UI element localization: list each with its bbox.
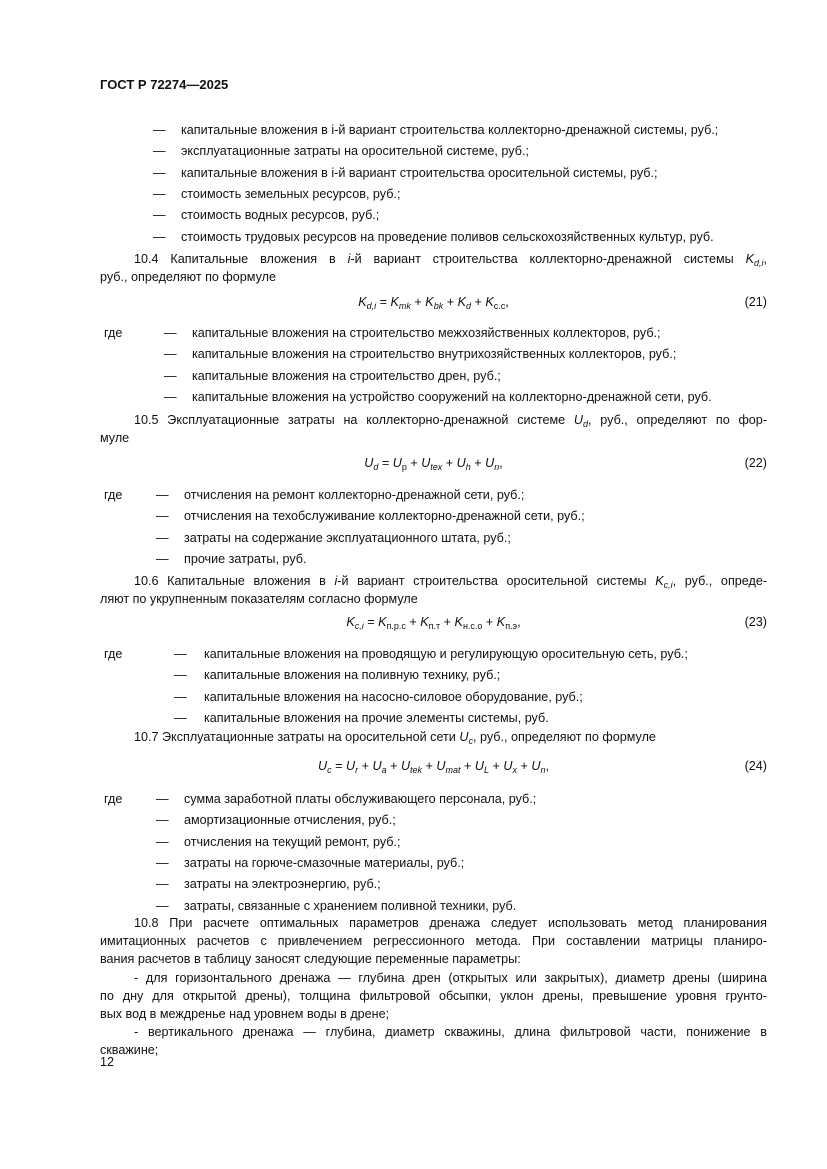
- paragraph-10-4-line-1: 10.4 Капитальные вложения в i-й вариант строительства коллекторно-дренажной системы $K_{d,i}$,: [134, 252, 768, 268]
- definition-text: стоимость трудовых ресурсов на проведение поливов сельскохозяйственных культур, руб.: [181, 229, 714, 244]
- dash: —: [156, 855, 169, 870]
- dash: —: [174, 710, 187, 725]
- where-word: где: [104, 792, 123, 806]
- dash: —: [153, 144, 166, 159]
- dash: —: [153, 165, 166, 180]
- paragraph-10-6-line-1: 10.6 Капитальные вложения в i-й вариант строительства оросительной системы $K_{c,i}$, руб., опреде-: [134, 574, 768, 590]
- dash: —: [156, 488, 169, 502]
- equation-23: $K_{c,i} = K_{п.р.с} + K_{п.т} + K_{н.с.о} + K_{п.э}$,: [346, 615, 521, 631]
- where-word: где: [104, 647, 123, 661]
- paragraph-10-4-line-2: руб., определяют по формуле: [100, 270, 276, 284]
- paragraph-10-5-line-2: муле: [100, 431, 130, 445]
- where-word: где: [104, 488, 123, 502]
- definition-text: капитальные вложения на насосно-силовое оборудование, руб.;: [204, 689, 583, 704]
- dash: —: [153, 123, 166, 137]
- equation-22-number: (22): [744, 456, 767, 470]
- paragraph-10-7-line-1: 10.7 Эксплуатационные затраты на оросительной сети $U_c$, руб., определяют по формуле: [134, 730, 656, 746]
- definition-text: капитальные вложения на поливную технику, руб.;: [204, 668, 501, 683]
- dash: —: [153, 186, 166, 201]
- definition-text: отчисления на техобслуживание коллекторно-дренажной сети, руб.;: [184, 509, 585, 524]
- definition-text: стоимость водных ресурсов, руб.;: [181, 208, 380, 223]
- dash: —: [156, 509, 169, 524]
- dash: —: [174, 668, 187, 683]
- definition-text: прочие затраты, руб.: [184, 551, 307, 566]
- paragraph-10-8-line: 10.8 При расчете оптимальных параметров дренажа следует использовать метод планирования: [134, 916, 767, 930]
- paragraph-10-5-line-1: 10.5 Эксплуатационные затраты на коллекторно-дренажной системе $U_d$, руб., определяют по фор-: [134, 413, 768, 429]
- dash: —: [156, 551, 169, 566]
- dash: —: [156, 877, 169, 892]
- paragraph-10-8-line: вания расчетов в таблицу заносят следующие переменные параметры:: [100, 952, 521, 967]
- dash: —: [156, 813, 169, 828]
- where-word: где: [104, 326, 123, 340]
- definition-text: сумма заработной платы обслуживающего персонала, руб.;: [184, 792, 537, 806]
- equation-21: $K_{d,i} = K_{mk} + K_{bk} + K_d + K_{с.с}$,: [358, 295, 509, 311]
- paragraph-10-8-line: скважине;: [100, 1043, 159, 1058]
- dash: —: [164, 389, 177, 404]
- definition-text: капитальные вложения на проводящую и регулирующую оросительную сеть, руб.;: [204, 647, 688, 661]
- document-header: ГОСТ Р 72274—2025: [100, 77, 229, 92]
- definition-text: эксплуатационные затраты на оросительной системе, руб.;: [181, 144, 529, 159]
- paragraph-10-8-line: - вертикального дренажа — глубина, диаметр скважины, длина фильтровой части, понижение в: [134, 1025, 767, 1040]
- dash: —: [156, 530, 169, 545]
- definition-text: затраты на горюче-смазочные материалы, руб.;: [184, 855, 465, 870]
- equation-24-number: (24): [744, 759, 767, 773]
- paragraph-10-8-line: имитационных расчетов с привлечением регрессионного метода. При составлении матрицы планиро-: [100, 934, 767, 949]
- dash: —: [153, 229, 166, 244]
- definition-text: капитальные вложения на устройство сооружений на коллекторно-дренажной сети, руб.: [192, 389, 712, 404]
- definition-text: капитальные вложения в i-й вариант строительства коллекторно-дренажной системы, руб.;: [181, 123, 719, 137]
- dash: —: [164, 368, 177, 383]
- definition-text: отчисления на текущий ремонт, руб.;: [184, 834, 401, 849]
- dash: —: [153, 208, 166, 223]
- dash: —: [174, 689, 187, 704]
- definition-text: затраты, связанные с хранением поливной техники, руб.: [184, 898, 517, 913]
- paragraph-10-8-line: вых вод в междренье над уровнем воды в дрене;: [100, 1007, 390, 1021]
- dash: —: [156, 792, 169, 806]
- paragraph-10-8-line: - для горизонтального дренажа — глубина дрен (открытых или закрытых), диаметр дрены (ширина: [134, 970, 767, 985]
- definition-text: отчисления на ремонт коллекторно-дренажной сети, руб.;: [184, 488, 525, 502]
- definition-text: капитальные вложения в i-й вариант строительства оросительной системы, руб.;: [181, 165, 658, 180]
- equation-24: $U_c = U_r + U_a + U_{tek} + U_{mat} + U_L + U_x + U_n$,: [318, 759, 549, 775]
- definition-text: амортизационные отчисления, руб.;: [184, 813, 396, 828]
- dash: —: [164, 326, 177, 340]
- definition-text: капитальные вложения на строительство внутрихозяйственных коллекторов, руб.;: [192, 347, 677, 362]
- dash: —: [156, 898, 169, 913]
- page-number: 12: [100, 1055, 115, 1069]
- dash: —: [174, 647, 187, 661]
- paragraph-10-6-line-2: ляют по укрупненным показателям согласно формуле: [100, 592, 418, 606]
- definition-text: капитальные вложения на строительство дрен, руб.;: [192, 368, 501, 383]
- definition-text: затраты на содержание эксплуатационного штата, руб.;: [184, 530, 511, 545]
- dash: —: [156, 834, 169, 849]
- equation-21-number: (21): [744, 295, 767, 309]
- equation-22: $U_d = U_р + U_{tex} + U_h + U_n$,: [364, 456, 503, 472]
- definition-text: капитальные вложения на строительство межхозяйственных коллекторов, руб.;: [192, 326, 661, 340]
- definition-text: затраты на электроэнергию, руб.;: [184, 877, 381, 892]
- dash: —: [164, 347, 177, 362]
- equation-23-number: (23): [744, 615, 767, 629]
- definition-text: капитальные вложения на прочие элементы системы, руб.: [204, 710, 549, 725]
- definition-text: стоимость земельных ресурсов, руб.;: [181, 186, 401, 201]
- paragraph-10-8-line: по дну для открытой дрены), толщина фильтровой обсыпки, уклон дрены, превышение уровня грунто-: [100, 988, 767, 1003]
